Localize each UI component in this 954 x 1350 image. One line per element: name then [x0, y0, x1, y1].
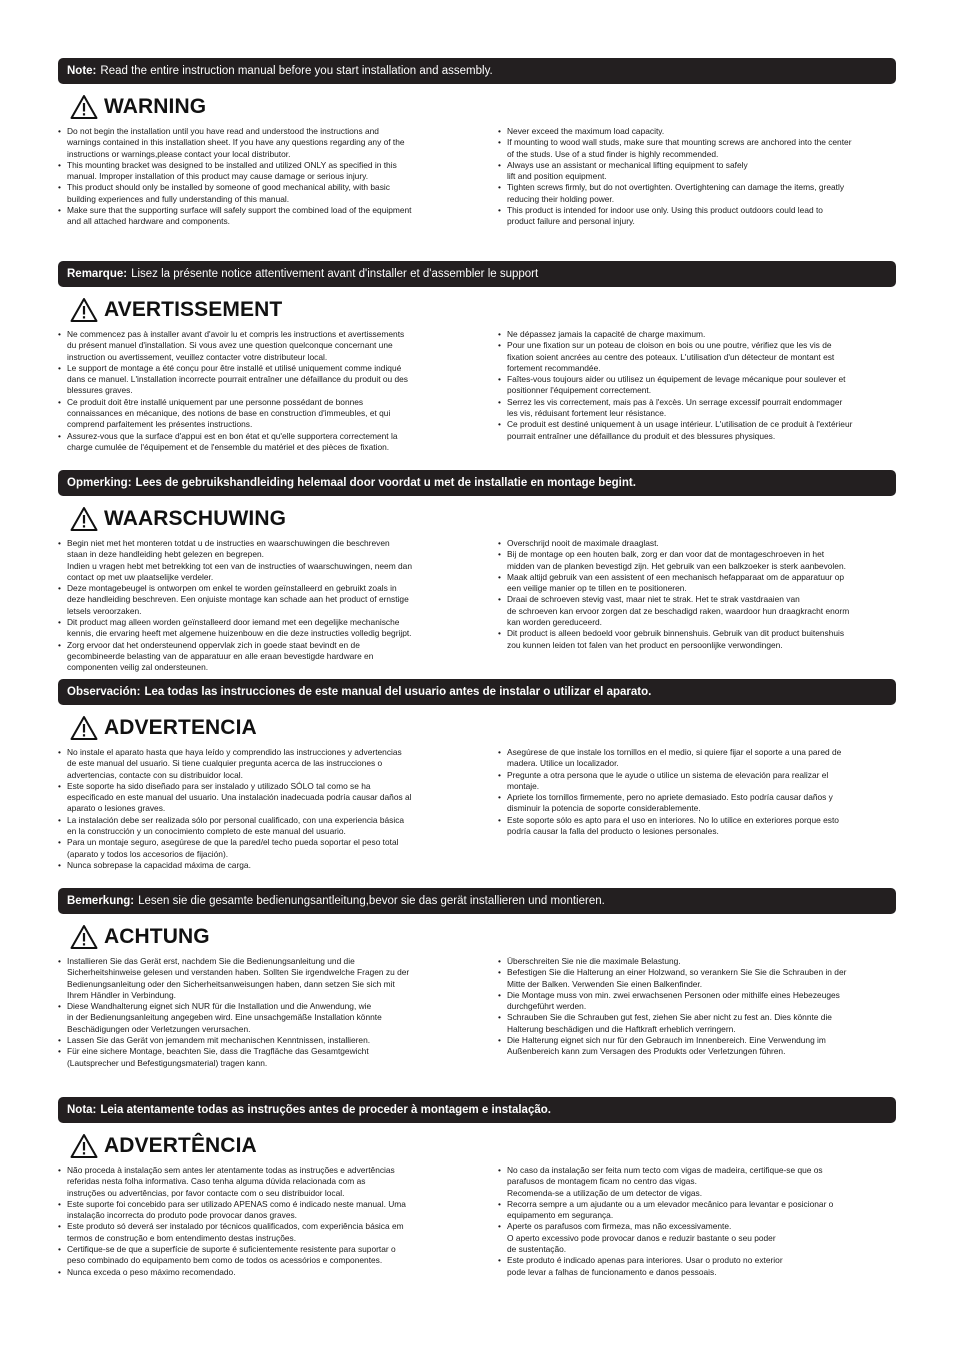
warning-title: WAARSCHUWING [104, 507, 287, 530]
bullet-item: • Deze montagebeugel is ontworpen om enkel te worden geïnstalleerd en gebruikt zoals in deze handleiding beschreven. Een onjuiste montage kan schade aan het product of ernstige letsels veroorzaken. [58, 583, 468, 617]
warning-triangle-icon [70, 297, 98, 323]
bullet-item: • Tighten screws firmly, but do not overtighten. Overtightening can damage the items, greatly reducing their holding power. [498, 182, 896, 205]
left-column [58, 956, 468, 1069]
bullet-item: • Für eine sichere Montage, beachten Sie, dass die Tragfläche das Gesamtgewicht (Lautsprecher und Befestigungsmaterial) tragen kann. [58, 1046, 468, 1069]
left-column [58, 747, 468, 871]
section-pt [58, 1097, 896, 1278]
note-label: Remarque: [67, 268, 128, 280]
note-label: Opmerking: [67, 477, 132, 489]
note-bar [58, 679, 896, 705]
warning-title: ACHTUNG [104, 925, 210, 948]
bullet-item: • Bij de montage op een houten balk, zorg er dan voor dat de montageschroeven in het midden van de planken bevestigd zijn. Het gebruik van een balkzoeker is sterk aanbevolen. [498, 549, 896, 572]
bullet-item: • This mounting bracket was designed to be installed and utilized ONLY as specified in this manual. Improper installation of this product may cause damage or serious injury. [58, 160, 468, 183]
bullet-item: • Schrauben Sie die Schrauben gut fest, ziehen Sie aber nicht zu fest an. Dies könnte die Halterung beschädigen und die Haftkraft erheblich verringern. [498, 1012, 896, 1035]
bullet-item: • No caso da instalação ser feita num tecto com vigas de madeira, certifique-se que os parafusos de montagem ficam no centro das vigas. Recomenda-se a utilização de um detector de vigas. [498, 1165, 896, 1199]
bullet-item: • Ce produit est destiné uniquement à un usage intérieur. L'utilisation de ce produit à l'extérieur pourrait entraîner une défaillance du produit et des blessures physiques. [498, 419, 896, 442]
bullet-item: • Do not begin the installation until you have read and understood the instructions and warnings contained in this installation sheet. If you have any questions regarding any of the instructions or warnings,please contact your local distributor. [58, 126, 468, 160]
bullet-item: • Nunca sobrepase la capacidad máxima de carga. [58, 860, 468, 871]
section-fr [58, 261, 896, 453]
right-column [498, 126, 896, 228]
bullet-item: • Never exceed the maximum load capacity. [498, 126, 896, 137]
warning-triangle-icon [70, 924, 98, 950]
warning-columns [58, 956, 896, 1069]
note-text: Lees de gebruikshandleiding helemaal door voordat u met de installatie en montage begint. [135, 477, 636, 489]
note-bar [58, 58, 896, 84]
note-label: Nota: [67, 1104, 97, 1116]
bullet-item: • Este produto só deverá ser instalado por técnicos qualificados, com experiência básica em termos de construção e bom entendimento destas instruções. [58, 1221, 468, 1244]
bullet-item: • Serrez les vis correctement, mais pas à l'excès. Un serrage excessif pourrait endommager les vis, réduisant fortement leur résistance. [498, 397, 896, 420]
section-es [58, 679, 896, 871]
note-text: Lea todas las instrucciones de este manual del usuario antes de instalar o utilizar el aparato. [144, 686, 652, 698]
bullet-item: • No instale el aparato hasta que haya leído y comprendido las instrucciones y advertencias de este manual del usuario. Si tiene cualquier pregunta acerca de las instrucciones o advertencias, contacte con su distribuidor local. [58, 747, 468, 781]
note-bar [58, 261, 896, 287]
bullet-item: • Zorg ervoor dat het ondersteunend oppervlak zich in goede staat bevindt en de gecombineerde belasting van de apparatuur en alle eraan bevestigde hardware en componenten veilig zal ondersteunen. [58, 640, 468, 674]
bullet-item: • If mounting to wood wall studs, make sure that mounting screws are anchored into the center of the studs. Use of a stud finder is highly recommended. [498, 137, 896, 160]
warning-title: ADVERTÊNCIA [104, 1134, 257, 1157]
bullet-item: • Dit product is alleen bedoeld voor gebruik binnenshuis. Gebruik van dit product buitenshuis zou kunnen leiden tot falen van het product en persoonlijke verwondingen. [498, 628, 896, 651]
bullet-item: • This product is intended for indoor use only. Using this product outdoors could lead to product failure and personal injury. [498, 205, 896, 228]
bullet-item: • Ne dépassez jamais la capacité de charge maximum. [498, 329, 896, 340]
bullet-item: • Dit product mag alleen worden geïnstalleerd door iemand met een degelijke mechanische kennis, die ervaring heeft met algemene huizenbouw en die deze instructies volledig begrijpt. [58, 617, 468, 640]
warning-heading [70, 504, 896, 534]
bullet-item: • La instalación debe ser realizada sólo por personal cualificado, con una experiencia básica en la construcción y un conocimiento completo de este manual del usuario. [58, 815, 468, 838]
note-bar [58, 888, 896, 914]
bullet-item: • Lassen Sie das Gerät von jemandem mit mechanischen Kenntnissen, installieren. [58, 1035, 468, 1046]
warning-title: WARNING [104, 95, 207, 118]
warning-title: AVERTISSEMENT [104, 298, 283, 321]
left-column [58, 538, 468, 674]
bullet-item: • Faîtes-vous toujours aider ou utilisez un équipement de levage mécanique pour soulever et positionner l'équipement correctement. [498, 374, 896, 397]
bullet-item: • Begin niet met het monteren totdat u de instructies en waarschuwingen die beschreven staan in deze handleiding hebt gelezen en begrepen. Indien u vragen hebt met betrekking tot een van de instructies of waarschuwingen, neem dan contact op met uw plaatselijke verdeler. [58, 538, 468, 583]
bullet-item: • Este produto é indicado apenas para interiores. Usar o produto no exterior pode levar a falhas de funcionamento e danos pessoais. [498, 1255, 896, 1278]
bullet-item: • Asegúrese de que instale los tornillos en el medio, si quiere fijar el soporte a una pared de madera. Utilice un localizador. [498, 747, 896, 770]
bullet-item: • Die Montage muss von min. zwei erwachsenen Personen oder mithilfe eines Hebezeuges durchgeführt werden. [498, 990, 896, 1013]
bullet-item: • Não proceda à instalação sem antes ler atentamente todas as instruções e advertências referidas nesta folha informativa. Caso tenha alguma dúvida relacionada com as instruções ou advertências, por favor contacte com o seu distribuidor local. [58, 1165, 468, 1199]
note-label: Note: [67, 65, 97, 77]
left-column [58, 329, 468, 453]
right-column [498, 329, 896, 453]
bullet-item: • Always use an assistant or mechanical lifting equipment to safely lift and position equipment. [498, 160, 896, 183]
warning-heading [70, 922, 896, 952]
section-en [58, 58, 896, 228]
bullet-item: • Aperte os parafusos com firmeza, mas não excessivamente. O aperto excessivo pode provocar danos e reduzir bastante o seu poder de sustentação. [498, 1221, 896, 1255]
bullet-item: • Para un montaje seguro, asegúrese de que la pared/el techo pueda soportar el peso total (aparato y todos los accesorios de fijación). [58, 837, 468, 860]
bullet-item: • Nunca exceda o peso máximo recomendado. [58, 1267, 468, 1278]
warning-columns [58, 1165, 896, 1278]
bullet-item: • Overschrijd nooit de maximale draaglast. [498, 538, 896, 549]
bullet-item: • Pregunte a otra persona que le ayude o utilice un sistema de elevación para realizar el montaje. [498, 770, 896, 793]
bullet-item: • Este suporte foi concebido para ser utilizado APENAS como é indicado neste manual. Uma instalação incorrecta do produto pode provocar danos graves. [58, 1199, 468, 1222]
bullet-item: • Este soporte ha sido diseñado para ser instalado y utilizado SÓLO tal como se ha especificado en este manual del usuario. Una instalación inadecuada podría causar daños al aparato o lesiones graves. [58, 781, 468, 815]
warning-heading [70, 92, 896, 122]
warning-triangle-icon [70, 1133, 98, 1159]
left-column [58, 126, 468, 228]
warning-columns [58, 126, 896, 228]
bullet-item: • Make sure that the supporting surface will safely support the combined load of the equipment and all attached hardware and components. [58, 205, 468, 228]
warning-heading [70, 713, 896, 743]
bullet-item: • Diese Wandhalterung eignet sich NUR für die Installation und die Anwendung, wie in der Bedienungsanleitung angegeben wird. Eine unsachgemäße Installation könnte Beschädigungen oder Verletzungen verursachen. [58, 1001, 468, 1035]
bullet-item: • Ne commencez pas à installer avant d'avoir lu et compris les instructions et avertissements du présent manuel d'installation. Si vous avez une question quelconque concernant une instruction ou avertissement, veuillez contacter votre distributeur local. [58, 329, 468, 363]
warning-columns [58, 329, 896, 453]
bullet-item: • Le support de montage a été conçu pour être installé et utilisé uniquement comme indiqué dans ce manuel. L'installation incorrecte pourrait entraîner une défaillance du produit ou des blessures graves. [58, 363, 468, 397]
right-column [498, 1165, 896, 1278]
bullet-item: • Befestigen Sie die Halterung an einer Holzwand, so verankern Sie Sie die Schrauben in der Mitte der Balken. Verwenden Sie einen Balkenfinder. [498, 967, 896, 990]
bullet-item: • Draai de schroeven stevig vast, maar niet te strak. Het te strak vastdraaien van de schroeven kan ervoor zorgen dat ze beschadigd raken, waardoor hun draagkracht enorm kan worden gereduceerd. [498, 594, 896, 628]
warning-heading [70, 295, 896, 325]
bullet-item: • Überschreiten Sie nie die maximale Belastung. [498, 956, 896, 967]
right-column [498, 747, 896, 871]
bullet-item: • Apriete los tornillos firmemente, pero no apriete demasiado. Esto podría causar daños y disminuir la potencia de soporte considerablemente. [498, 792, 896, 815]
bullet-item: • Recorra sempre a um ajudante ou a um elevador mecânico para levantar e posicionar o equipamento em segurança. [498, 1199, 896, 1222]
bullet-item: • Certifique-se de que a superfície de suporte é suficientemente resistente para suportar o peso combinado do equipamento bem como de todos os acessórios e componentes. [58, 1244, 468, 1267]
right-column [498, 538, 896, 674]
note-text: Leia atentamente todas as instruções antes de proceder à montagem e instalação. [100, 1104, 551, 1116]
bullet-item: • Installieren Sie das Gerät erst, nachdem Sie die Bedienungsanleitung und die Sicherheitshinweise gelesen und verstanden haben. Sollten Sie irgendwelche Fragen zu der Bedienungsanleitung oder den Sicherheitsanweisungen haben, dann setzen Sie sich mit Ihrem Händler in Verbindung. [58, 956, 468, 1001]
section-nl [58, 470, 896, 674]
bullet-item: • Este soporte sólo es apto para el uso en interiores. No lo utilice en exteriores porque esto podría causar la falla del producto o lesiones personales. [498, 815, 896, 838]
note-text: Lisez la présente notice attentivement avant d'installer et d'assembler le support [131, 268, 539, 280]
warning-title: ADVERTENCIA [104, 716, 257, 739]
bullet-item: • Maak altijd gebruik van een assistent of een mechanisch hefapparaat om de apparatuur op een veilige manier op te tillen en te positioneren. [498, 572, 896, 595]
bullet-item: • Assurez-vous que la surface d'appui est en bon état et qu'elle supportera correctement la charge cumulée de l'équipement et de l'ensemble du matériel et des pièces de fixation. [58, 431, 468, 454]
note-label: Bemerkung: [67, 895, 135, 907]
note-text: Read the entire instruction manual before you start installation and assembly. [100, 65, 493, 77]
bullet-item: • This product should only be installed by someone of good mechanical ability, with basic building experiences and fully understanding of this manual. [58, 182, 468, 205]
warning-columns [58, 747, 896, 871]
bullet-item: • Die Halterung eignet sich nur für den Gebrauch im Innenbereich. Eine Verwendung im Außenbereich kann zum Versagen des Produkts oder Verletzungen führen. [498, 1035, 896, 1058]
right-column [498, 956, 896, 1069]
note-bar [58, 1097, 896, 1123]
left-column [58, 1165, 468, 1278]
note-label: Observación: [67, 686, 141, 698]
warning-triangle-icon [70, 94, 98, 120]
note-text: Lesen sie die gesamte bedienungsantleitung,bevor sie das gerät installieren und montieren. [138, 895, 605, 907]
bullet-item: • Pour une fixation sur un poteau de cloison en bois ou une poutre, vérifiez que les vis de fixation soient ancrées au centre des poteaux. L'utilisation d'un détecteur de montant est fortement recommandée. [498, 340, 896, 374]
note-bar [58, 470, 896, 496]
warning-columns [58, 538, 896, 674]
warning-triangle-icon [70, 506, 98, 532]
warning-triangle-icon [70, 715, 98, 741]
section-de [58, 888, 896, 1069]
warning-heading [70, 1131, 896, 1161]
bullet-item: • Ce produit doit être installé uniquement par une personne possédant de bonnes connaissances en mécanique, des notions de base en construction d'immeubles, et qui comprend parfaitement les présentes instructions. [58, 397, 468, 431]
